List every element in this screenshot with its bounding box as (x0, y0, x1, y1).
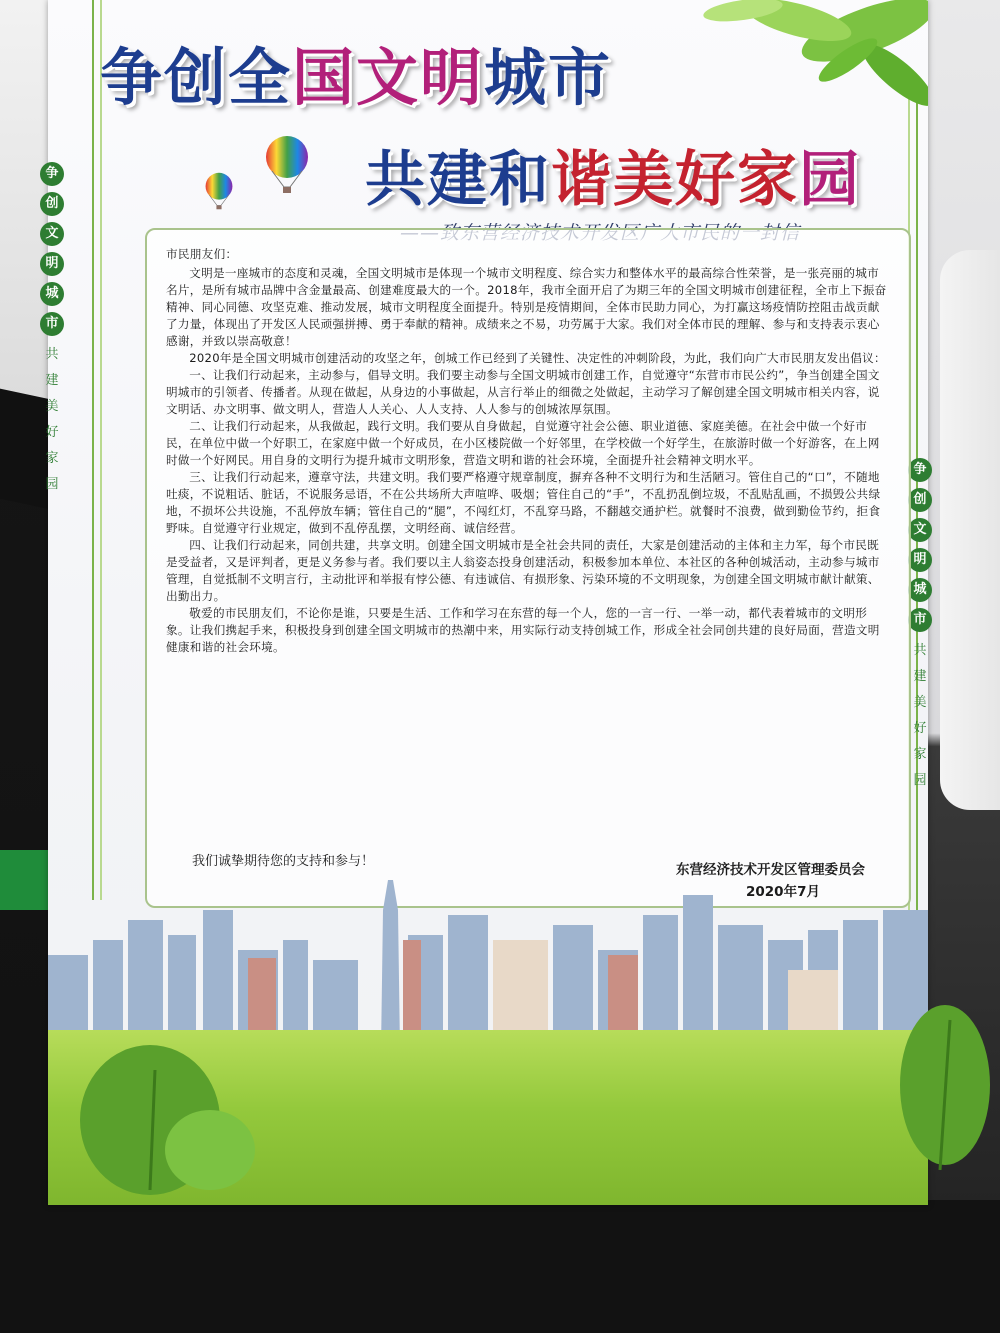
band-char: 明 (908, 548, 932, 572)
photo-green-card (0, 850, 55, 910)
band-char: 家 (913, 747, 927, 762)
letter-closing: 我们诚挚期待您的支持和参与！ (192, 854, 375, 869)
band-char: 创 (908, 488, 932, 512)
band-char: 美 (913, 695, 927, 710)
band-char: 创 (40, 192, 64, 216)
band-char: 建 (45, 373, 59, 388)
small-balloon-icon (203, 172, 235, 212)
photo-bottom-surface (0, 1200, 1000, 1333)
letter-paragraph: 文明是一座城市的态度和灵魂，全国文明城市是体现一个城市文明程度、综合实力和整体水平的最高综合性荣誉，是一张亮丽的城市名片，是所有城市品牌中含金量最高、创建难度最大的一个。2018年，我市全面开启了为期三年的全国文明城市创建征程，全市上下振奋精神、同心同德、攻坚克难、推动发展，城市文明程度全面提升。特别是疫情期间，全体市民助力同心，为打赢这场疫情防控阻击战贡献了力量，体现出了开发区人民顽强拼搏、勇于奉献的精神。成绩来之不易，功劳属于大家。我们对全体市民的理解、参与和支持表示衷心感谢，并致以崇高敬意！ (166, 266, 887, 348)
bush-left-icon (60, 1010, 270, 1200)
photo-right-cloth (940, 250, 1000, 810)
band-char: 家 (45, 451, 59, 466)
band-char: 共 (913, 643, 927, 658)
band-char: 文 (40, 222, 64, 246)
band-char: 共 (45, 347, 59, 362)
leaves-decoration-icon (648, 0, 928, 120)
signature-date: 2020年7月 (746, 884, 820, 900)
band-char: 好 (45, 425, 59, 440)
band-char: 建 (913, 669, 927, 684)
letter-paragraph: 敬爱的市民朋友们，不论你是谁，只要是生活、工作和学习在东营的每一个人，您的一言一行、一举一动，都代表着城市的文明形象。让我们携起手来，积极投身到创建全国文明城市的热潮中来，用实际行动支持创城工作，形成全社会同创共建的良好局面，营造文明健康和谐的社会环境。 (166, 606, 880, 654)
band-char: 城 (40, 282, 64, 306)
side-band-left (38, 162, 66, 498)
title-line-1: 争创全国文明城市 (100, 41, 613, 114)
letter-body (166, 246, 890, 656)
letter-paragraph: 二、让我们行动起来，从我做起，践行文明。我们要从自身做起，自觉遵守社会公德、职业道德、家庭美德。在社会中做一个好市民，在单位中做一个好职工，在家庭中做一个好成员，在小区楼院做一个好邻里，在学校做一个好学生，在旅游时做一个好游客，在上网时做一个好网民。用自身的文明行为提升城市文明形象，营造文明和谐的社会环境，全面提升社会精神文明水平。 (166, 419, 880, 467)
band-char: 城 (908, 578, 932, 602)
band-char: 好 (913, 721, 927, 736)
hot-air-balloon-icon (262, 135, 312, 197)
letter-paragraph: 四、让我们行动起来，同创共建，共享文明。创建全国文明城市是全社会共同的责任，大家是创建活动的主体和主力军，每个市民既是受益者，又是评判者，更是义务参与者。我们要以主人翁姿态投身创建活动，积极参加本单位、本社区的各种创城活动，主动参与城市管理，自觉抵制不文明言行，主动批评和举报有悖公德、有违诚信、有损形象、污染环境的不文明现象，为创建全国文明城市献计献策、出勤出力。 (166, 538, 880, 603)
letter-paragraph: 三、让我们行动起来，遵章守法，共建文明。我们要严格遵守规章制度，摒弃各种不文明行为和生活陋习。管住自己的“口”，不随地吐痰，不说粗话、脏话，不说服务忌语，不在公共场所大声喧哗、吸烟；管住自己的“手”，不乱扔乱倒垃圾，不乱贴乱画，不损毁公共绿地，不损坏公共设施，不乱停放车辆；管住自己的“腿”，不闯红灯，不乱穿马路，不翻越交通护栏。就餐时不浪费，做到勤俭节约，拒食野味。自觉遵守行业规定，做到不乱停乱摆，文明经商、诚信经营。 (166, 470, 881, 535)
band-char: 园 (913, 773, 927, 788)
band-char: 园 (45, 477, 59, 492)
band-char: 明 (40, 252, 64, 276)
band-char: 市 (908, 608, 932, 632)
poster-frame-left (92, 0, 102, 900)
letter-paragraph: 2020年是全国文明城市创建活动的攻坚之年，创城工作已经到了关键性、决定性的冲刺阶段，为此，我们向广大市民朋友发出倡议： (189, 351, 886, 365)
signature-organization: 东营经济技术开发区管理委员会 (676, 862, 865, 878)
band-char: 文 (908, 518, 932, 542)
letter-greeting: 市民朋友们： (166, 247, 238, 261)
band-char: 市 (40, 312, 64, 336)
letter-paragraph: 一、让我们行动起来，主动参与，倡导文明。我们要主动参与全国文明城市创建工作，自觉遵守“东营市市民公约”，争当创建全国文明城市的引领者、传播者。从现在做起，从身边的小事做起，从言行举止的细微之处做起，主动学习了解创建全国文明城市相关内容，说文明话、办文明事、做文明人，营造人人关心、人人支持、人人参与的创城浓厚氛围。 (166, 368, 880, 416)
band-char: 争 (40, 162, 64, 186)
bush-right-icon (880, 990, 990, 1170)
band-char: 美 (45, 399, 59, 414)
band-char: 争 (908, 458, 932, 482)
title-line-2: 共建和谐美好家园 (365, 145, 861, 215)
